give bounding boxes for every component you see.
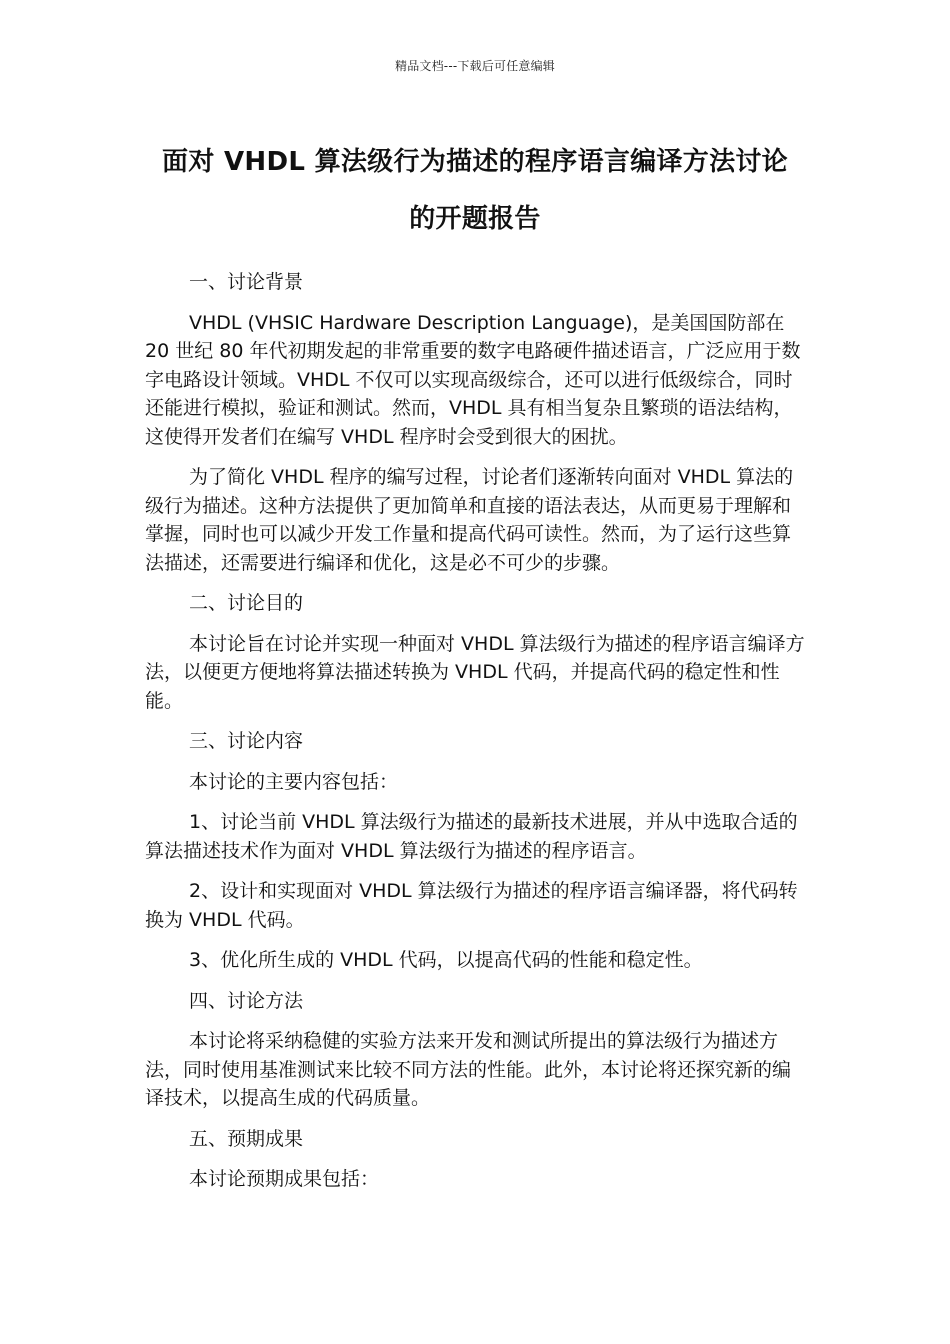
document-body: [145, 268, 805, 1206]
section-heading-content: 三、讨论内容: [189, 730, 304, 752]
section-heading-expected-results: 五、预期成果: [189, 1127, 304, 1150]
paragraph-content-intro: 本讨论的主要内容包括：: [189, 770, 399, 793]
paragraph-background-2: 为了简化 VHDL 程序的编写过程，讨论者们逐渐转向面对 VHDL 算法的级行为描述。这种方法提供了更加简单和直接的语法表达，从而更易于理解和掌握，同时也可以减少开发工作量和提高代码可读性。然而，为了运行这些算法描述，还需要进行编译和优化，这是必不可少的步骤。: [145, 466, 794, 574]
section-heading-purpose: 二、讨论目的: [189, 592, 304, 614]
section-heading-background: 一、讨论背景: [189, 271, 304, 293]
list-item-content-1: 1、讨论当前 VHDL 算法级行为描述的最新技术进展，并从中选取合适的算法描述技术作为面对 VHDL 算法级行为描述的程序语言。: [145, 811, 798, 862]
paragraph-expected-results-intro: 本讨论预期成果包括：: [189, 1168, 380, 1190]
header-note: 精品文档---下载后可任意编辑: [395, 59, 555, 73]
title-line-2: 的开题报告: [409, 204, 541, 234]
paragraph-background-1: VHDL (VHSIC Hardware Description Language)，是美国国防部在 20 世纪 80 年代初期发起的非常重要的数字电路硬件描述语言，广泛应用于数字电路设计领域。VHDL 不仅可以实现高级综合，还可以进行低级综合，同时还能进行模拟，验证和测试。然而，VHDL 具有相当复杂且繁琐的语法结构，这使得开发者们在编写 VHDL 程序时会受到很大的困扰。: [145, 311, 801, 448]
list-item-content-3: 3、优化所生成的 VHDL 代码，以提高代码的性能和稳定性。: [189, 949, 703, 971]
document-title: [120, 134, 830, 248]
paragraph-method: 本讨论将采纳稳健的实验方法来开发和测试所提出的算法级行为描述方法，同时使用基准测试来比较不同方法的性能。此外，本讨论将还探究新的编译技术，以提高生成的代码质量。: [145, 1030, 792, 1109]
list-item-content-2: 2、设计和实现面对 VHDL 算法级行为描述的程序语言编译器，将代码转换为 VHDL 代码。: [145, 880, 798, 931]
title-line-1: 面对 VHDL 算法级行为描述的程序语言编译方法讨论: [162, 147, 788, 177]
paragraph-purpose: 本讨论旨在讨论并实现一种面对 VHDL 算法级行为描述的程序语言编译方法，以便更方便地将算法描述转换为 VHDL 代码，并提高代码的稳定性和性能。: [145, 632, 805, 712]
section-heading-method: 四、讨论方法: [189, 989, 304, 1012]
